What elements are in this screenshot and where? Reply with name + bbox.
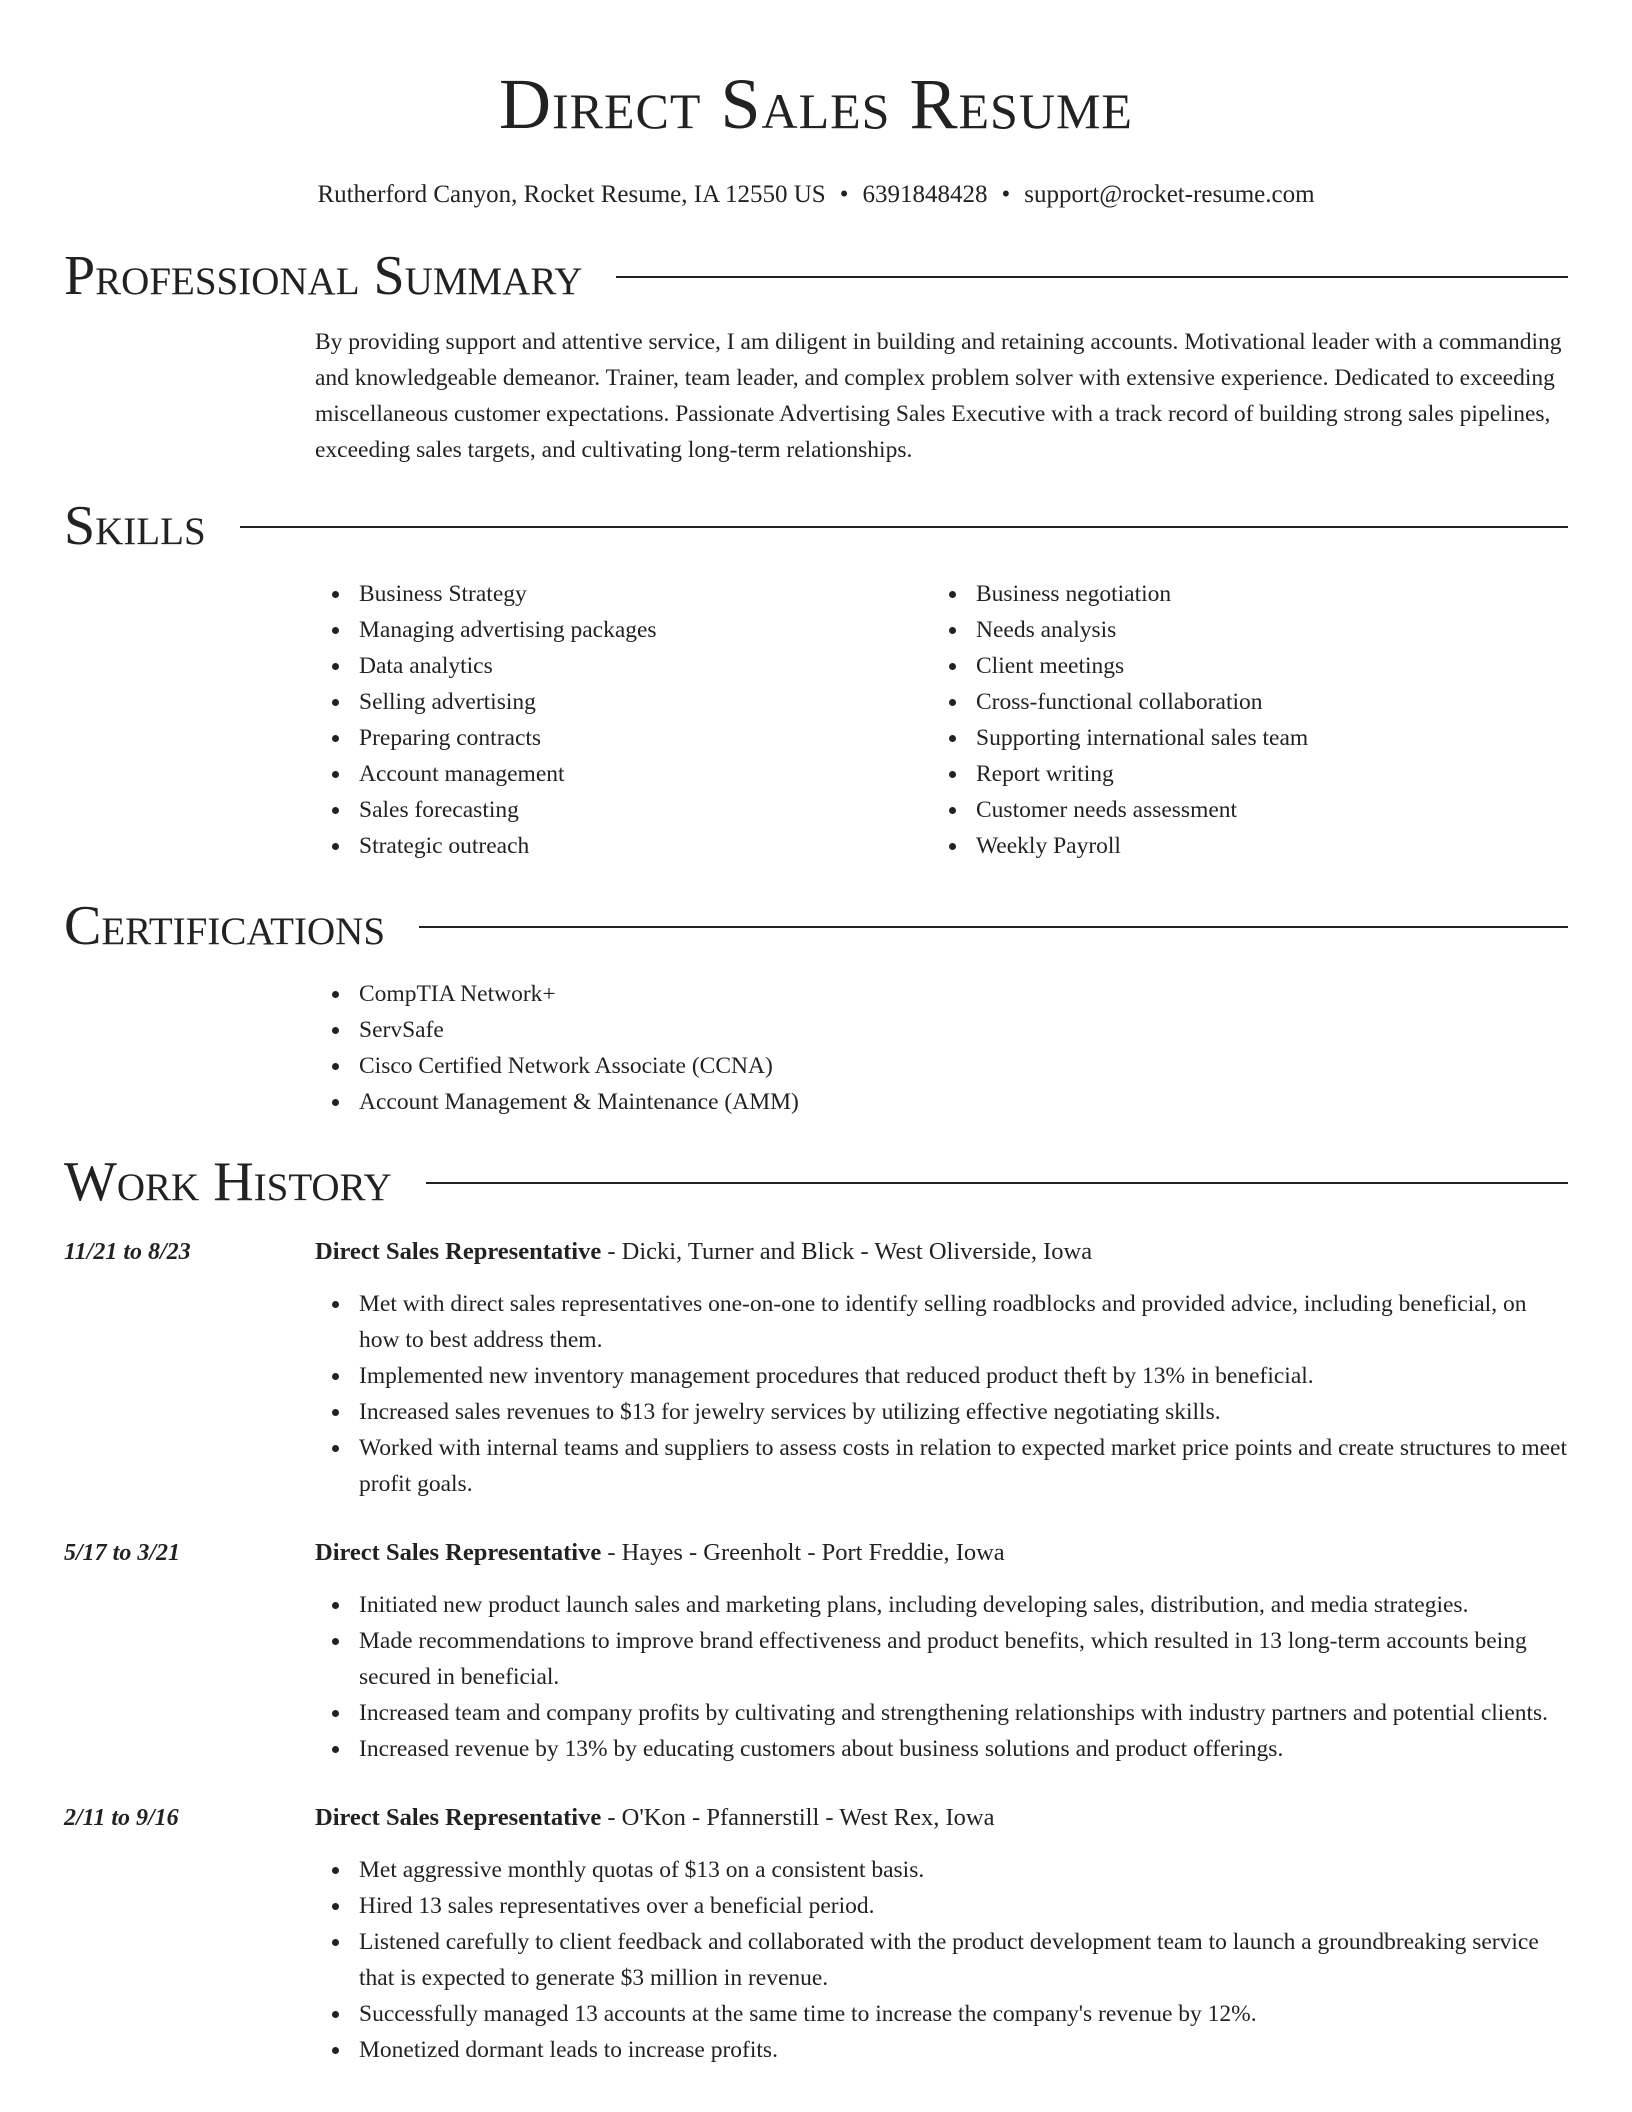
job-employer: - Hayes - Greenholt - Port Freddie, Iowa (601, 1539, 1005, 1566)
skill-item: Managing advertising packages (359, 612, 932, 648)
skill-item: Sales forecasting (359, 792, 932, 828)
resume-title: Direct Sales Resume (499, 64, 1133, 144)
job-bullet: Increased sales revenues to $13 for jewelry services by utilizing effective negotiating skills. (359, 1394, 1568, 1430)
job-main (315, 1800, 1568, 2068)
skill-item: Business Strategy (359, 576, 932, 612)
work-history-section (64, 1150, 1568, 2068)
job-bullet: Listened carefully to client feedback and collaborated with the product development team to launch a groundbreaking service that is expected to generate $3 million in revenue. (359, 1924, 1568, 1996)
section-divider (426, 1182, 1568, 1184)
job-bullet: Met aggressive monthly quotas of $13 on a consistent basis. (359, 1852, 1568, 1888)
section-title: Certifications (64, 895, 386, 957)
section-divider (419, 926, 1568, 928)
contact-line (0, 180, 1632, 210)
summary-heading (64, 244, 1568, 308)
job-bullet: Hired 13 sales representatives over a beneficial period. (359, 1888, 1568, 1924)
certification-item: ServSafe (359, 1012, 1568, 1048)
summary-section (64, 244, 1568, 468)
job-employer: - O'Kon - Pfannerstill - West Rex, Iowa (601, 1804, 995, 1831)
summary-text: By providing support and attentive service, I am diligent in building and retaining accounts. Motivational leader with a commanding and knowledgeable demeanor. Trainer, team leader, and complex problem solver with extensive experience. Dedicated to exceeding miscellaneous customer expectations. Passionate Advertising Sales Executive with a track record of building strong sales pipelines, exceeding sales targets, and cultivating long-term relationships. (315, 329, 1562, 463)
skill-item: Account management (359, 756, 932, 792)
job-bullets (315, 1587, 1568, 1767)
job-bullet: Increased revenue by 13% by educating customers about business solutions and product offerings. (359, 1731, 1568, 1767)
contact-separator: • (1001, 181, 1011, 208)
skill-item: Business negotiation (976, 576, 1549, 612)
certifications-heading (64, 894, 1568, 958)
section-title: Professional Summary (64, 245, 583, 307)
job-bullet: Made recommendations to improve brand effectiveness and product benefits, which resulted in 13 long-term accounts being secured in beneficial. (359, 1623, 1568, 1695)
certification-item: Cisco Certified Network Associate (CCNA) (359, 1048, 1568, 1084)
skill-item: Customer needs assessment (976, 792, 1549, 828)
job-entry (64, 1535, 1568, 1767)
skills-heading (64, 494, 1568, 558)
skill-item: Needs analysis (976, 612, 1549, 648)
job-main (315, 1535, 1568, 1767)
certifications-body (315, 976, 1568, 1120)
contact-phone: 6391848428 (862, 181, 988, 208)
contact-separator: • (839, 181, 849, 208)
skill-item: Data analytics (359, 648, 932, 684)
job-title: Direct Sales Representative (315, 1804, 602, 1831)
skill-item: Cross-functional collaboration (976, 684, 1549, 720)
certification-item: CompTIA Network+ (359, 976, 1568, 1012)
skills-list-right (932, 576, 1549, 864)
certifications-list (315, 976, 1568, 1120)
section-divider (240, 526, 1568, 528)
skill-item: Weekly Payroll (976, 828, 1549, 864)
job-bullet: Increased team and company profits by cultivating and strengthening relationships with industry partners and potential clients. (359, 1695, 1568, 1731)
job-bullet: Successfully managed 13 accounts at the same time to increase the company's revenue by 12%. (359, 1996, 1568, 2032)
section-title: Skills (64, 495, 206, 557)
skills-list-left (315, 576, 932, 864)
skills-column-right (932, 576, 1549, 864)
job-employer: - Dicki, Turner and Blick - West Oliverside, Iowa (601, 1238, 1093, 1265)
job-dates: 11/21 to 8/23 (64, 1239, 191, 1265)
job-bullet: Implemented new inventory management procedures that reduced product theft by 13% in beneficial. (359, 1358, 1568, 1394)
skills-section (64, 494, 1568, 864)
job-main (315, 1234, 1568, 1502)
job-heading (315, 1800, 1568, 1836)
skill-item: Report writing (976, 756, 1549, 792)
job-bullet: Initiated new product launch sales and marketing plans, including developing sales, distribution, and media strategies. (359, 1587, 1568, 1623)
job-heading (315, 1535, 1568, 1571)
skill-item: Strategic outreach (359, 828, 932, 864)
skill-item: Supporting international sales team (976, 720, 1549, 756)
work-history-heading (64, 1150, 1568, 1214)
summary-body (315, 324, 1568, 468)
skills-body (315, 576, 1568, 864)
skill-item: Client meetings (976, 648, 1549, 684)
job-bullet: Monetized dormant leads to increase profits. (359, 2032, 1568, 2068)
skill-item: Preparing contracts (359, 720, 932, 756)
job-dates: 5/17 to 3/21 (64, 1540, 181, 1566)
job-bullet: Worked with internal teams and suppliers to assess costs in relation to expected market price points and create structures to meet profit goals. (359, 1430, 1568, 1502)
job-entry (64, 1234, 1568, 1502)
job-title: Direct Sales Representative (315, 1539, 602, 1566)
skills-column-left (315, 576, 932, 864)
contact-address: Rutherford Canyon, Rocket Resume, IA 12550 US (317, 181, 826, 208)
certifications-section (64, 894, 1568, 1120)
contact-email[interactable]: support@rocket-resume.com (1024, 181, 1315, 208)
job-bullet: Met with direct sales representatives one-on-one to identify selling roadblocks and provided advice, including beneficial, on how to best address them. (359, 1286, 1568, 1358)
job-title: Direct Sales Representative (315, 1238, 602, 1265)
section-title: Work History (64, 1151, 392, 1213)
section-divider (616, 276, 1568, 278)
job-bullets (315, 1286, 1568, 1502)
resume-header (0, 0, 1632, 210)
job-entry (64, 1800, 1568, 2068)
job-heading (315, 1234, 1568, 1270)
job-dates: 2/11 to 9/16 (64, 1805, 179, 1831)
skill-item: Selling advertising (359, 684, 932, 720)
certification-item: Account Management & Maintenance (AMM) (359, 1084, 1568, 1120)
job-bullets (315, 1852, 1568, 2068)
